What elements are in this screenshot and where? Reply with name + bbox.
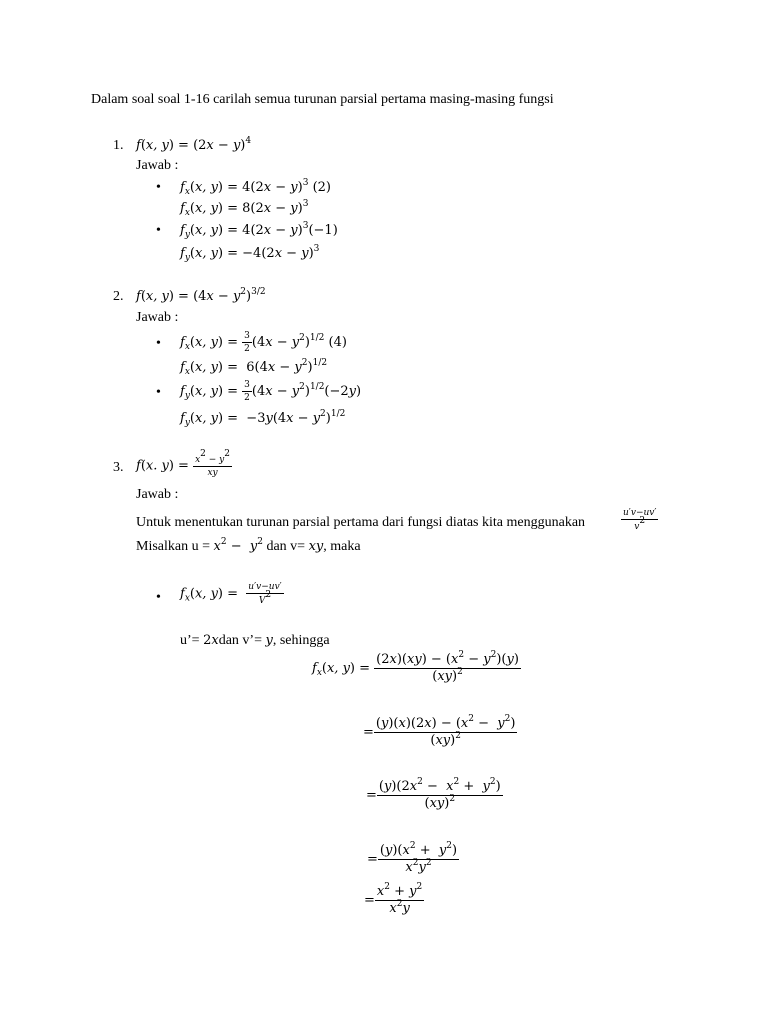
intro-text: Dalam soal soal 1-16 carilah semua turunan parsial pertama masing-masing fungsi — [91, 92, 554, 107]
problem-3-step-3: = $\frac{(y)(x)(2x) - (x^2 - y^2)}{(xy)^2}$ — [363, 714, 516, 748]
problem-1-statement: f(x, $y) = (2x - y)^4$ — [136, 136, 252, 153]
problem-3-statement: f(x. y) = $\frac{x^2 - y^2}{xy}$ — [136, 449, 230, 478]
problem-3-number: 3. — [113, 460, 124, 475]
problem-3-step-2: $f_x(x$, y) = $\frac{(2x)(xy) - (x^2 - y^2)(y)}{(xy)^2}$ — [312, 650, 519, 684]
problem-1-answer-label: Jawab : — [136, 158, 179, 173]
problem-1-step-4: $f_y(x$, $y) = -4(2x - y)^3$ — [180, 244, 320, 263]
problem-3-step-5: = $\frac{(y)(x^2 + y^2)}{x^2y^2}$ — [367, 841, 458, 875]
bullet: • — [156, 223, 161, 238]
problem-2-statement: f(x, $y) = (4x - y^2)^{3/2}$ — [136, 287, 266, 304]
problem-1-step-1: $f_x(x$, $y) = 4(2x - y)^3$ (2) — [180, 178, 331, 197]
problem-3-explanation-1: Untuk menentukan turunan parsial pertama dari fungsi diatas kita menggunakan — [136, 515, 586, 530]
problem-3-answer-label: Jawab : — [136, 487, 179, 502]
problem-2-step-3: $f_y(x$, y) = $\frac{3}{2}$ $(4x - y^2)^{1/2}(-2y)$ — [180, 380, 362, 403]
problem-2-step-1: $f_x(x$, y) = $\frac{3}{2}$ $(4x - y^2)^{1/2}$ (4) — [180, 331, 347, 354]
problem-1-step-3: $f_y(x$, $y) = 4(2x - y)^3(-1)$ — [180, 221, 338, 240]
problem-2-step-4: $f_y(x$, $y) = -3y(4x - y^2)^{1/2}$ — [180, 409, 346, 428]
quotient-rule-formula: $\frac{u'v-uv'}{v^2}$ — [623, 508, 657, 532]
problem-3-step-4: = $\frac{(y)(2x^2 - x^2 + y^2)}{(xy)^2}$ — [366, 777, 501, 811]
problem-1-step-2: $f_x(x$, $y) = 8(2x - y)^3$ — [180, 199, 309, 218]
problem-3-derivatives: u’= 2xdan v’= y, sehingga — [180, 633, 330, 648]
bullet: • — [156, 180, 161, 195]
bullet: • — [156, 590, 161, 605]
problem-2-answer-label: Jawab : — [136, 310, 179, 325]
problem-2-step-2: $f_x(x$, $y) = 6(4x - y^2)^{1/2}$ — [180, 358, 328, 377]
problem-3-step-1: $f_x(x$, y) = $\frac{u'v-uv'}{V^2}$ — [180, 582, 282, 606]
problem-1-number: 1. — [113, 138, 124, 153]
problem-2-number: 2. — [113, 289, 124, 304]
bullet: • — [156, 336, 161, 351]
bullet: • — [156, 385, 161, 400]
problem-3-explanation-2: Misalkan $u = x^2 - y^2$ dan v= xy, maka — [136, 537, 361, 554]
problem-3-step-6: = $\frac{x^2 + y^2}{x^2y}$ — [364, 882, 423, 916]
